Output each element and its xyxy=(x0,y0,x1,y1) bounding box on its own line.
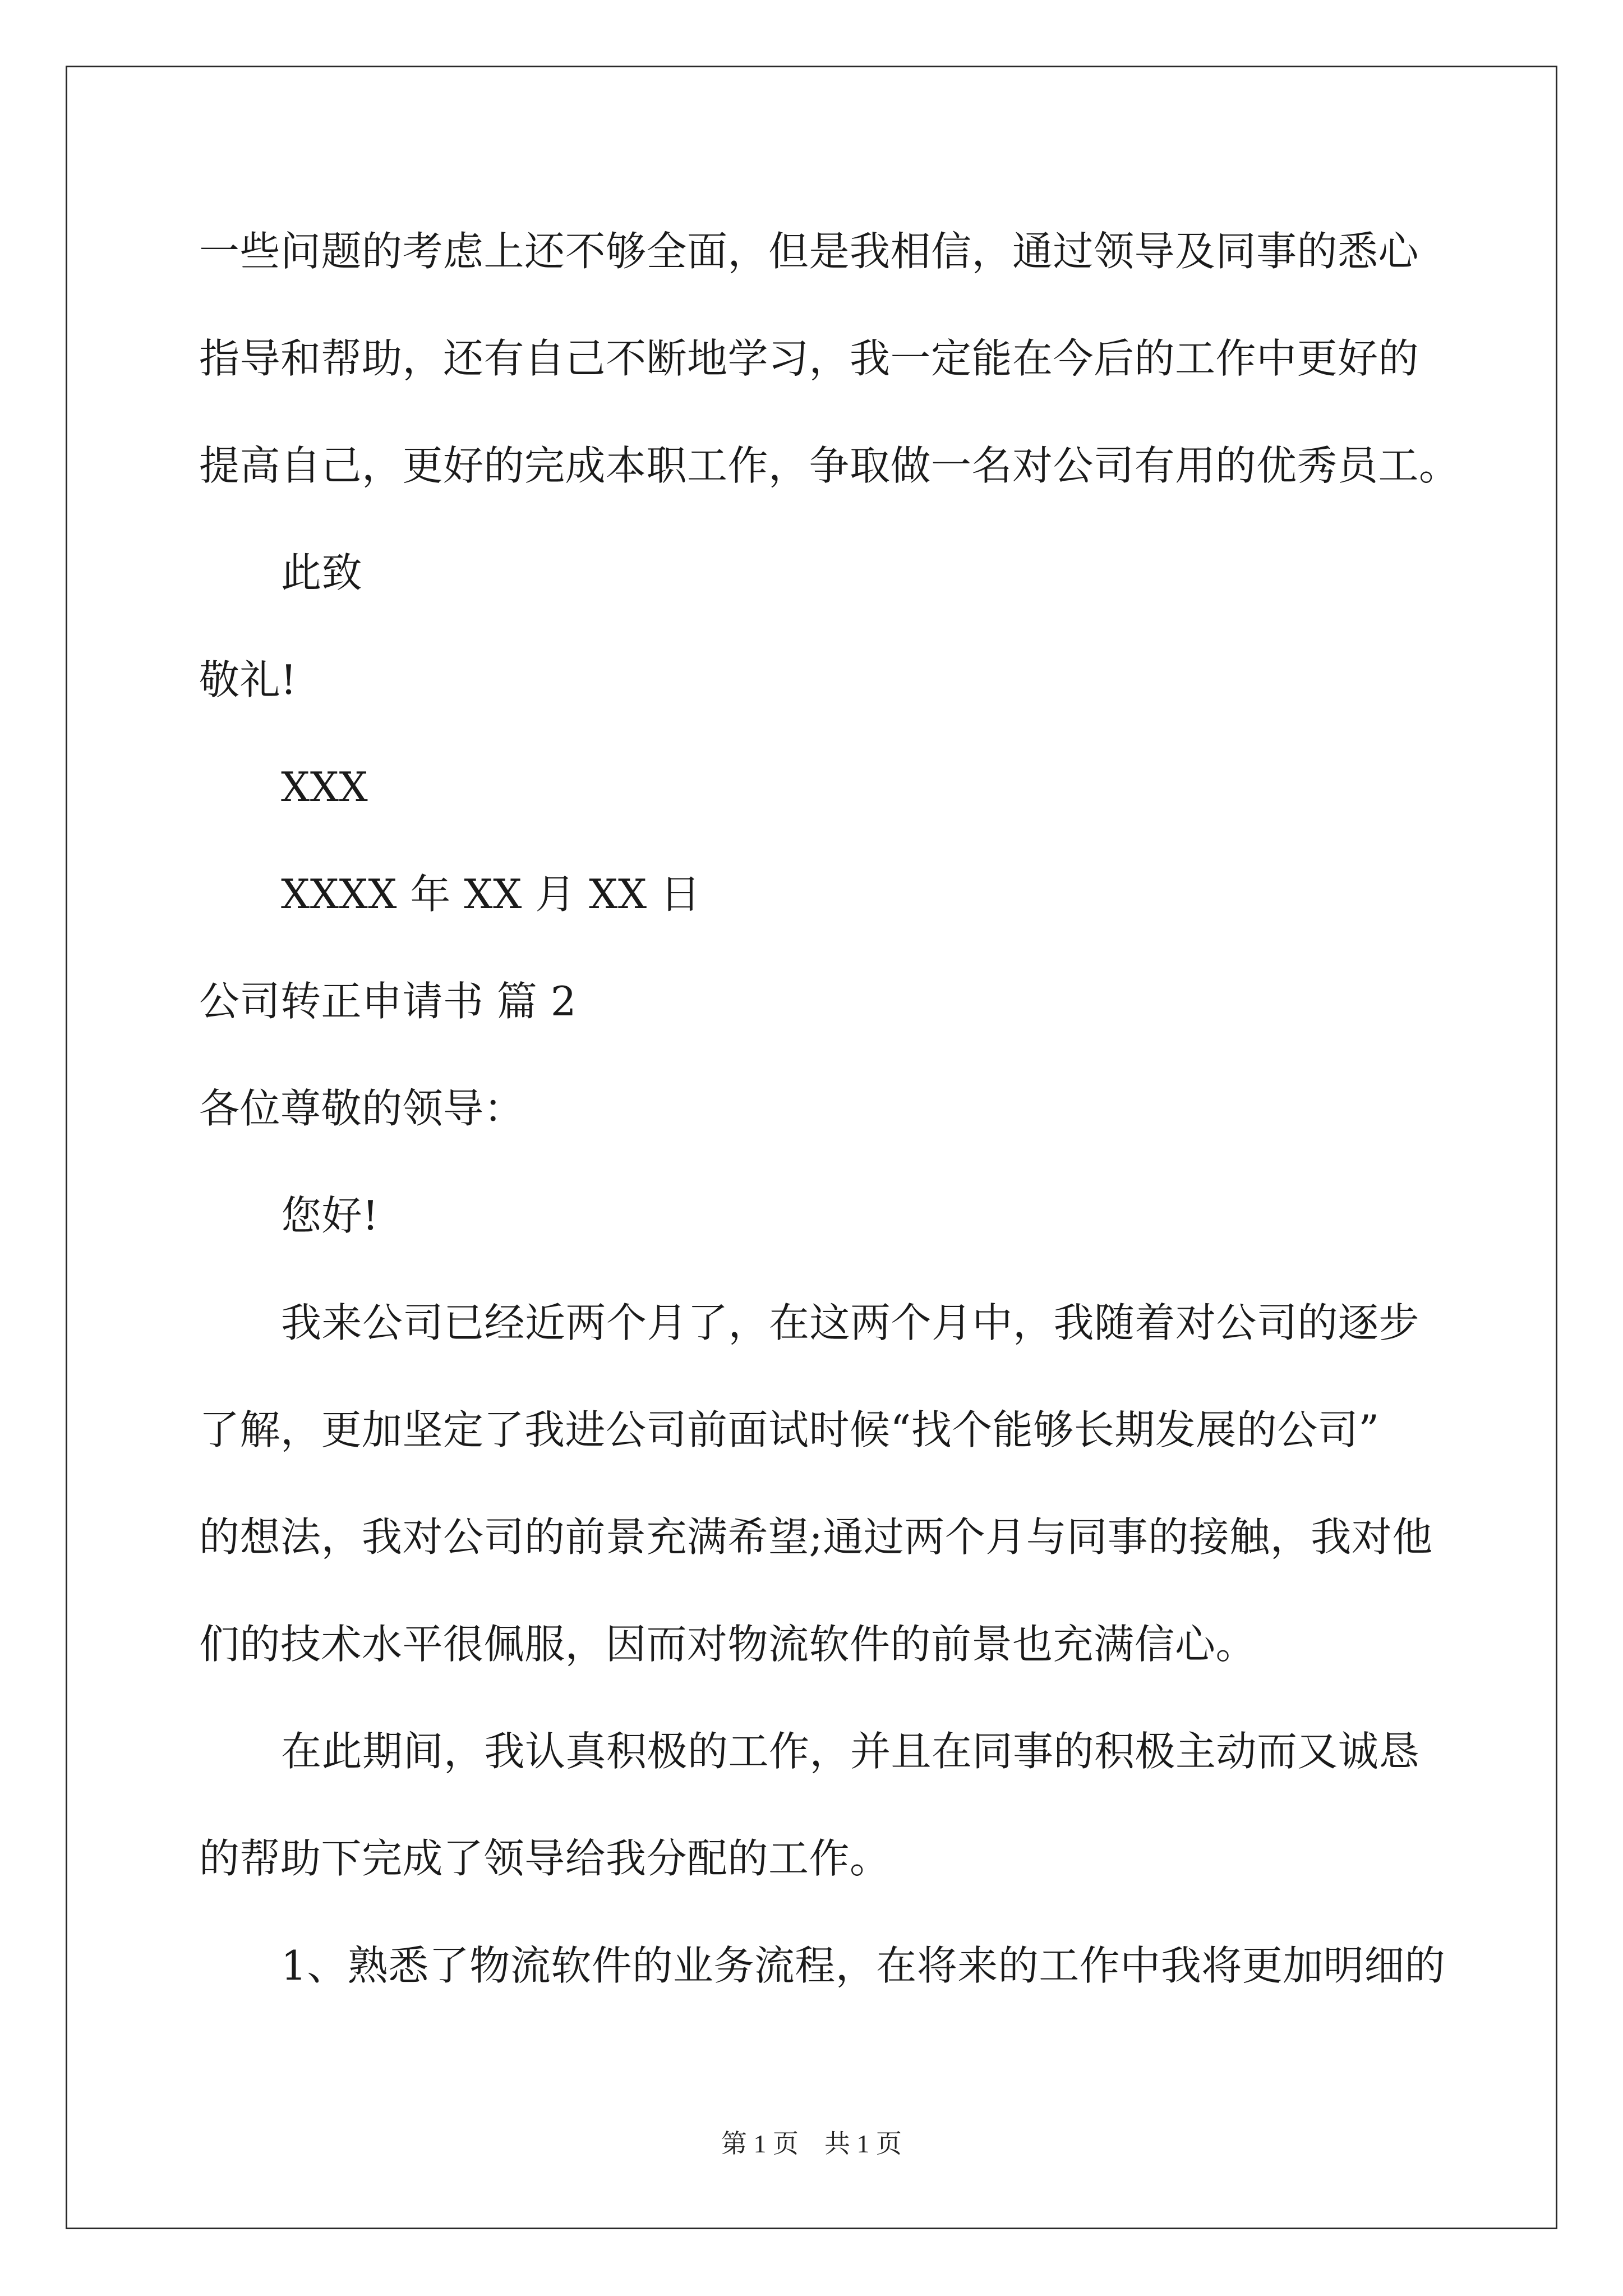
body-line-17: 1、熟悉了物流软件的业务流程，在将来的工作中我将更加明细的 xyxy=(281,1942,1446,1989)
body-line-12: 了解，更加坚定了我进公司前面试时候“找个能够长期发展的公司” xyxy=(199,1406,1380,1453)
body-line-14: 们的技术水平很佩服，因而对物流软件的前景也充满信心。 xyxy=(199,1621,1257,1668)
body-line-3: 提高自己，更好的完成本职工作，争取做一名对公司有用的优秀员工。 xyxy=(199,442,1460,489)
document-body xyxy=(199,218,1460,2039)
body-line-2: 指导和帮助，还有自己不断地学习，我一定能在今后的工作中更好的 xyxy=(199,335,1419,382)
body-line-1: 一些问题的考虑上还不够全面，但是我相信，通过领导及同事的悉心 xyxy=(199,228,1419,275)
body-line-11: 我来公司已经近两个月了，在这两个月中，我随着对公司的逐步 xyxy=(281,1299,1420,1346)
body-line-15: 在此期间，我认真积极的工作，并且在同事的积极主动而又诚恳 xyxy=(281,1728,1420,1775)
signature-date: XXXX 年 XX 月 XX 日 xyxy=(281,871,701,918)
page-total: 共 1 页 xyxy=(824,2129,902,2158)
body-line-16: 的帮助下完成了领导给我分配的工作。 xyxy=(199,1835,891,1882)
closing-respect: 敬礼! xyxy=(199,656,297,703)
letter-hello: 您好! xyxy=(281,1192,379,1239)
signature-name: XXX xyxy=(281,763,368,811)
closing-salutation: 此致 xyxy=(281,549,363,596)
body-line-13: 的想法，我对公司的前景充满希望;通过两个月与同事的接触，我对他 xyxy=(199,1513,1433,1561)
section-heading: 公司转正申请书 篇 2 xyxy=(199,978,577,1025)
page-number: 第 1 页 xyxy=(721,2129,799,2158)
page-footer xyxy=(0,2123,1623,2160)
letter-greeting: 各位尊敬的领导： xyxy=(199,1085,525,1132)
